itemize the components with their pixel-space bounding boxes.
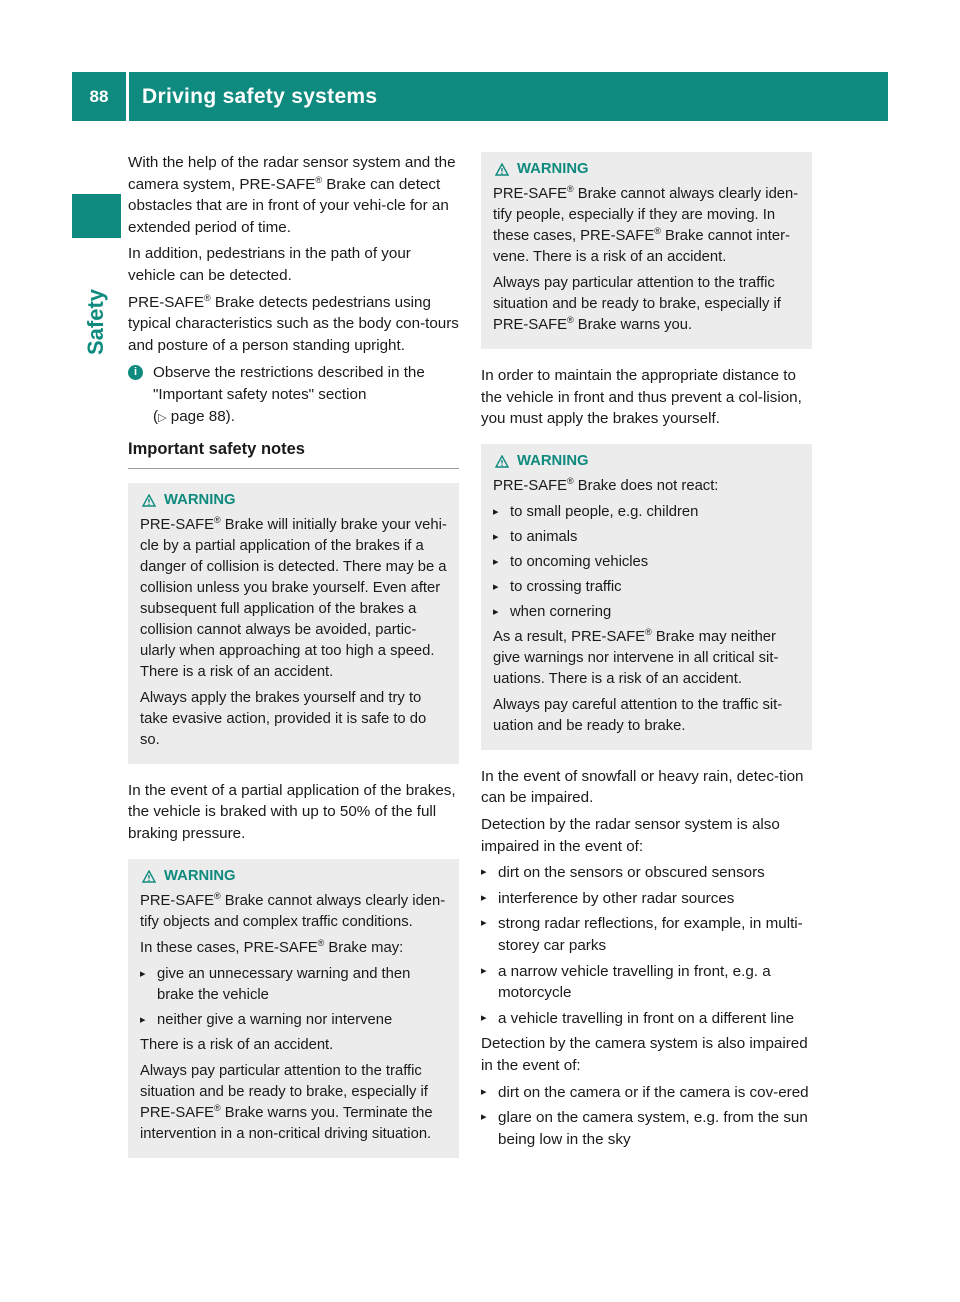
warning-bullet-list [493,502,800,623]
header-divider [126,72,129,121]
snowfall-paragraph: In the event of snowfall or heavy rain, detec-tion can be impaired. [481,767,804,807]
warning-text: PRE-SAFE® Brake does not react: [493,475,719,494]
warning-label: WARNING [164,491,236,508]
partial-braking-paragraph: In the event of a partial application of the brakes, the vehicle is braked with up to 50% of the full braking pressure. [128,781,456,842]
warning-text: Always apply the brakes yourself and try to take evasive action, provided it is safe to do so. [140,689,427,748]
radar-impairment-list [481,862,812,1029]
camera-impairment-list [481,1082,812,1151]
intro-paragraph-1: With the help of the radar sensor system and the camera system, PRE-SAFE® Brake can detect obstacles that are in front of your vehi-cle for an extended period of time. [128,154,456,236]
page-reference-link[interactable]: page 88). [170,407,235,425]
warning-text: PRE-SAFE® Brake cannot always clearly iden-tify people, especially if they are moving. In these cases, PRE-SAFE® Brake cannot inter-vene. There is a risk of an accident. [493,184,799,265]
list-item: ▸ to animals [493,527,800,548]
list-item: ▸ interference by other radar sources [481,888,812,910]
warning-triangle-icon [495,455,509,468]
warning-text: Always pay particular attention to the traffic situation and be ready to brake, especially if PRE-SAFE® Brake warns you. Terminate the intervention in a non-critical driving situation. [140,1062,433,1142]
right-column [481,152,812,1154]
warning-box-3 [481,152,812,349]
info-text: Observe the restrictions described in the "Important safety notes" section [153,364,425,403]
radar-impairment-intro: Detection by the radar sensor system is also impaired in the event of: [481,815,780,855]
warning-triangle-icon [142,494,156,507]
warning-triangle-icon [495,163,509,176]
list-item: ▸ neither give a warning nor intervene [140,1010,447,1031]
warning-text: PRE-SAFE® Brake cannot always clearly iden-tify objects and complex traffic conditions. [140,890,446,930]
warning-box-4 [481,444,812,750]
warning-box-2 [128,859,459,1158]
list-item: ▸ dirt on the sensors or obscured sensors [481,862,812,884]
page-ref-arrow-icon: ▷ [158,411,167,424]
warning-label: WARNING [164,867,236,884]
important-safety-notes-heading: Important safety notes [128,439,459,469]
info-note: i Observe the restrictions described in the "Important safety notes" section (▷ page 88). [128,362,459,429]
warning-label: WARNING [517,452,589,469]
list-item: ▸ a vehicle travelling in front on a different line [481,1008,812,1030]
warning-text: Always pay particular attention to the traffic situation and be ready to brake, especially if PRE-SAFE® Brake warns you. [493,275,781,333]
warning-text: As a result, PRE-SAFE® Brake may neither give warnings nor intervene in all critical sit-uations. There is a risk of an accident. [493,626,779,687]
warning-text: Always pay careful attention to the traffic sit-uation and be ready to brake. [493,696,783,734]
side-tab-marker [72,194,121,238]
list-item: ▸ to oncoming vehicles [493,552,800,573]
warning-bullet-list [140,964,447,1031]
list-item: ▸ a narrow vehicle travelling in front, e.g. a motorcycle [481,961,812,1004]
info-icon: i [128,365,143,380]
list-item: ▸ strong radar reflections, for example, in multi-storey car parks [481,913,812,956]
warning-text: PRE-SAFE® Brake will initially brake your vehi-cle by a partial application of the brakes if a danger of collision is detected. There may be a collision unless you brake yourself. Even after subsequent full application of the brakes a collision cannot always be avoided, partic-ularly when approaching at too high a speed. There is a risk of an accident. [140,514,447,680]
warning-box-1 [128,483,459,764]
list-item: ▸ dirt on the camera or if the camera is cov-ered [481,1082,812,1104]
warning-label: WARNING [517,161,589,177]
intro-paragraph-3: PRE-SAFE® Brake detects pedestrians using typical characteristics such as the body con-tours and posture of a person standing upright. [128,292,459,354]
left-column [128,152,459,1174]
camera-impairment-intro: Detection by the camera system is also impaired in the event of: [481,1035,808,1074]
maintain-distance-paragraph: In order to maintain the appropriate distance to the vehicle in front and thus prevent a col-lision, you must apply the brakes yourself. [481,367,802,428]
list-item: ▸ give an unnecessary warning and then brake the vehicle [140,964,447,1006]
list-item: ▸ when cornering [493,602,800,623]
side-section-label: Safety [83,288,108,356]
page-number: 88 [89,86,109,106]
warning-triangle-icon [142,870,156,883]
list-item: ▸ to small people, e.g. children [493,502,800,523]
warning-text: In these cases, PRE-SAFE® Brake may: [140,937,404,956]
list-item: ▸ glare on the camera system, e.g. from the sun being low in the sky [481,1107,812,1150]
list-item: ▸ to crossing traffic [493,577,800,598]
section-title: Driving safety systems [142,84,378,108]
warning-text: There is a risk of an accident. [140,1036,334,1053]
intro-paragraph-2: In addition, pedestrians in the path of your vehicle can be detected. [128,245,411,284]
